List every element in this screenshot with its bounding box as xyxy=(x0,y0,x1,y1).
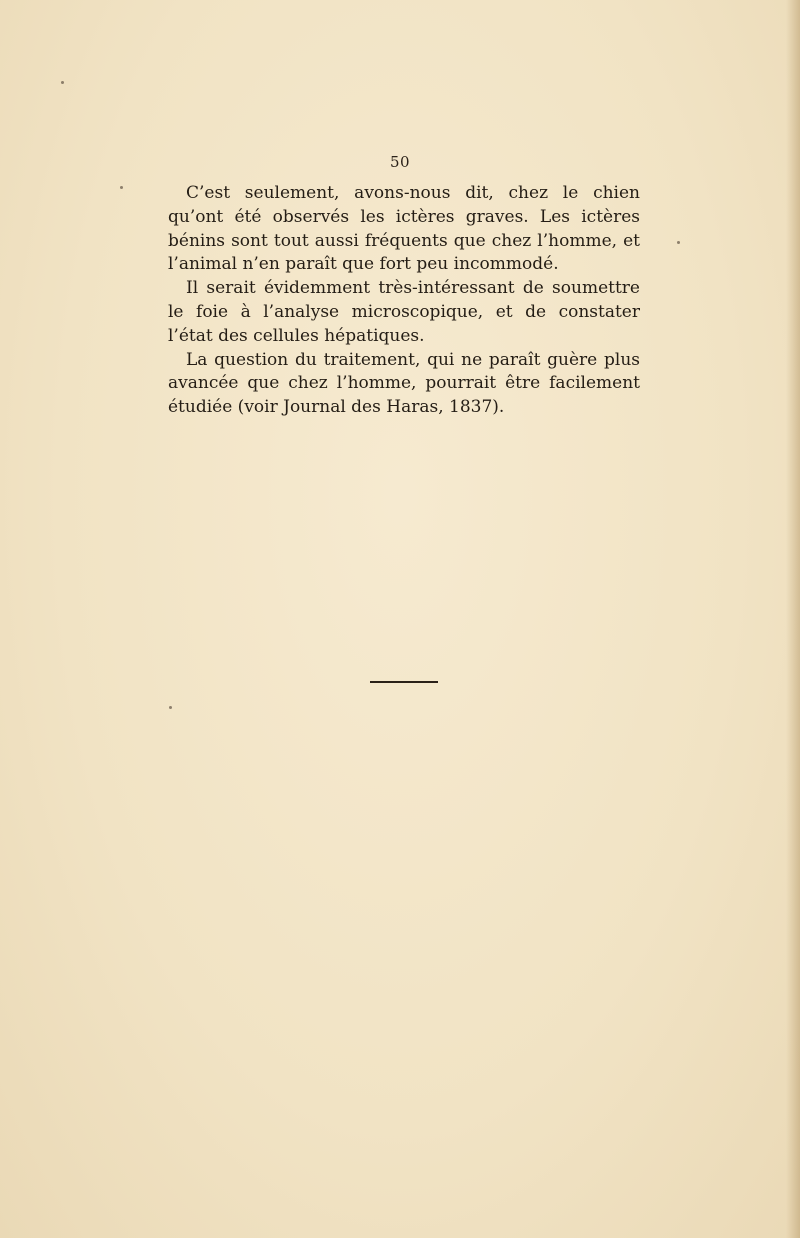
paper-speck xyxy=(169,706,172,709)
paper-speck xyxy=(120,186,123,189)
paragraph-2: Il serait évidemment très-intéressant de soumettre le foie à l’analyse microscopique, et de constater l’état des cellules hépatiques. xyxy=(168,278,640,346)
paragraph-1: C’est seulement, avons-nous dit, chez le chien qu’ont été observés les ictères graves. Les ictères bénins sont tout aussi fréquents que chez l’homme, et l’animal n’en paraît que fort peu incommodé. xyxy=(168,183,640,275)
page-number: 50 xyxy=(390,153,411,171)
paper-speck xyxy=(677,241,680,244)
page-edge-shadow xyxy=(786,0,800,1238)
body-text xyxy=(168,182,640,420)
section-divider xyxy=(370,681,438,683)
paragraph-3: La question du traitement, qui ne paraît guère plus avancée que chez l’homme, pourrait être facilement étudiée (voir Journal des Haras, 1837). xyxy=(168,349,640,418)
paper-speck xyxy=(61,81,64,84)
